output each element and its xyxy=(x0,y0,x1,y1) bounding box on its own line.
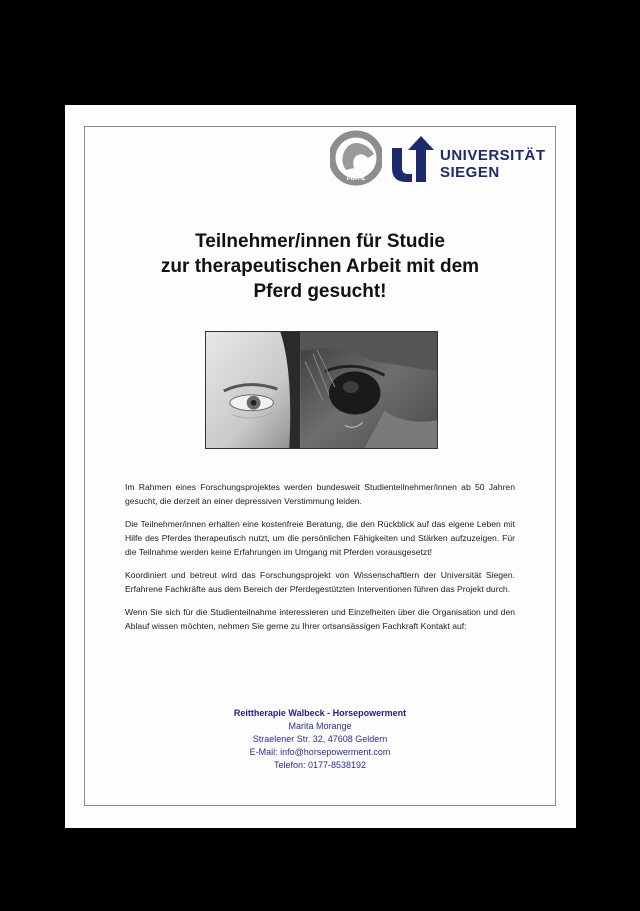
headline-line3: Pferd gesucht! xyxy=(253,281,387,302)
contact-organization: Reittherapie Walbeck - Horsepowerment xyxy=(233,708,407,718)
pda-e-logo-text: PDA-E xyxy=(346,176,366,182)
university-name-line2: SIEGEN xyxy=(440,164,500,181)
paragraph-benefits: Die Teilnehmer/innen erhalten eine kostenfreie Beratung, die den Rückblick auf das eigene Leben mit Hilfe des Pferdes therapeutisch nutzt, um die persönlichen Fähigkeiten und Stärken aufzuzeigen. Für die Teilnahme werden keine Erfahrungen im Umgang mit Pferden vorausgesetzt! xyxy=(125,519,515,557)
contact-block xyxy=(120,707,520,772)
pda-e-logo xyxy=(330,130,382,186)
contact-email: E-Mail: info@horsepowerment.com xyxy=(249,747,391,757)
paragraph-intro: Im Rahmen eines Forschungsprojektes werden bundesweit Studienteilnehmer/innen ab 50 Jahren gesucht, die derzeit an einer depressiven Verstimmung leiden. xyxy=(125,482,515,506)
university-siegen-mark xyxy=(390,134,436,182)
university-name-line1: UNIVERSITÄT xyxy=(440,147,546,164)
paragraph-contact-request: Wenn Sie sich für die Studienteilnahme interessieren und Einzelheiten über die Organisation und den Ablauf wissen möchten, nehmen Sie gerne zu Ihrer ortsansässigen Fachkraft Kontakt auf: xyxy=(125,607,515,631)
body-text xyxy=(125,480,515,642)
headline-line1: Teilnehmer/innen für Studie xyxy=(195,231,445,252)
contact-address: Straelener Str. 32, 47608 Geldern xyxy=(252,734,388,744)
headline-line2: zur therapeutischen Arbeit mit dem xyxy=(160,256,480,277)
paragraph-coordination: Koordiniert und betreut wird das Forschungsprojekt von Wissenschaftlern der Universität Siegen. Erfahrene Fachkräfte aus dem Bereich der Pferdegestützten Interventionen führen das Projekt durch. xyxy=(125,570,515,594)
contact-name: Marita Morange xyxy=(288,721,352,731)
page-border xyxy=(84,126,556,806)
headline xyxy=(100,229,540,304)
university-siegen-wordmark xyxy=(440,147,546,181)
woman-horse-eye-photo xyxy=(205,331,438,449)
contact-phone: Telefon: 0177-8538192 xyxy=(273,760,367,770)
